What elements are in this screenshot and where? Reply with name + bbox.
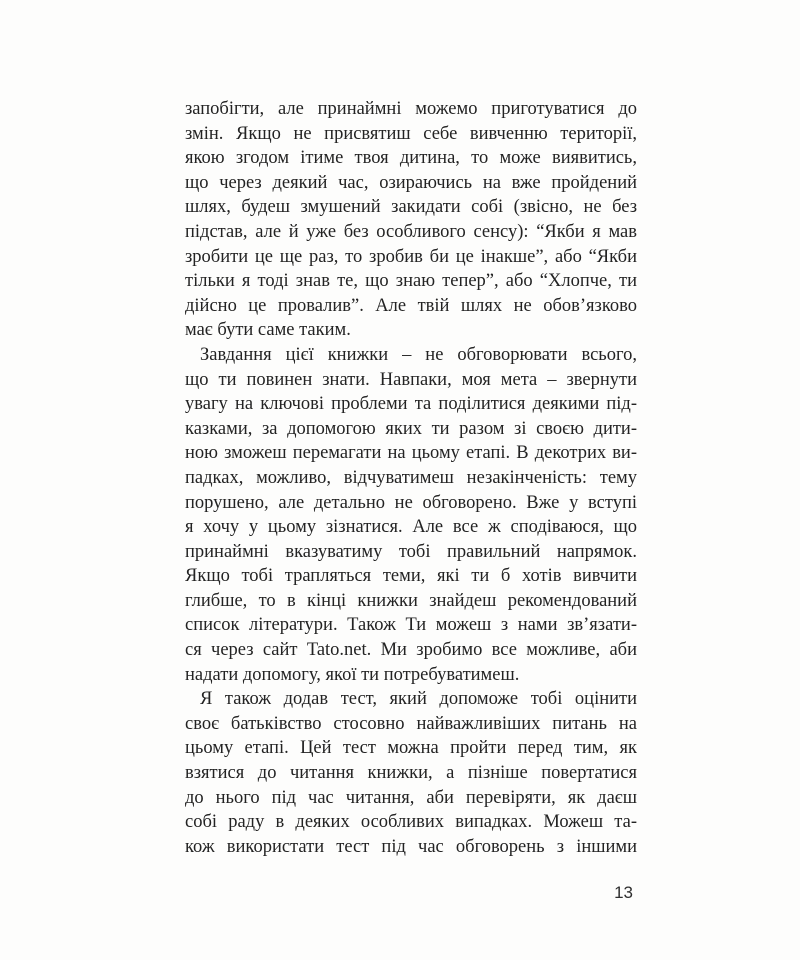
text-line: ною зможеш перемагати на цьому етапі. В декотрих ви- [185,443,637,464]
text-line: Завдання цієї книжки – не обговорювати всього, [200,344,637,365]
text-line: що ти повинен знати. Навпаки, моя мета – звернути [185,369,637,390]
text-line: шлях, будеш змушений закидати собі (звісно, не без [185,197,637,218]
text-line: підстав, але й уже без особливого сенсу): “Якби я мав [185,221,637,242]
text-line: має бути саме таким. [185,320,351,341]
text-line: собі раду в деяких особливих випадках. Можеш та- [185,812,637,833]
text-line: падках, можливо, відчуватимеш незакінченість: тему [185,467,637,488]
text-line: список літератури. Також Ти можеш з нами зв’язати- [185,615,637,636]
text-line: кож використати тест під час обговорень з іншими [185,836,637,857]
page-number: 13 [614,883,633,902]
body-text [185,97,637,859]
text-line: я хочу у цьому зізнатися. Але все ж сподіваюся, що [185,517,637,538]
text-line: дійсно це провалив”. Але твій шлях не обов’язково [185,295,637,316]
text-line: глибше, то в кінці книжки знайдеш рекомендований [185,590,637,611]
text-line: що через деякий час, озираючись на вже пройдений [185,172,637,193]
text-line: запобігти, але принаймні можемо приготуватися до [185,99,637,119]
text-line: зробити це ще раз, то зробив би це інакше”, або “Якби [185,246,637,267]
text-line: змін. Якщо не присвятиш себе вивченню території, [185,123,637,144]
text-line: порушено, але детально не обговорено. Вже у вступі [185,492,637,513]
text-line: своє батьківство стосовно найважливіших питань на [185,713,637,734]
text-line: увагу на ключові проблеми та поділитися деякими під- [185,394,637,415]
text-line: казками, за допомогою яких ти разом зі своєю дити- [185,418,637,439]
text-line: Якщо тобі трапляться теми, які ти б хотів вивчити [185,566,637,587]
text-line: принаймні вказуватиму тобі правильний напрямок. [185,541,637,562]
text-line: надати допомогу, якої ти потребуватимеш. [185,664,520,685]
text-line: ся через сайт Tato.net. Ми зробимо все можливе, аби [185,640,637,661]
text-line: до нього під час читання, аби перевіряти, як даєш [185,787,637,808]
text-line: тільки я тоді знав те, що знаю тепер”, або “Хлопче, ти [185,271,637,292]
text-line: якою згодом ітиме твоя дитина, то може виявитись, [185,148,637,169]
text-line: взятися до читання книжки, а пізніше повертатися [185,763,637,784]
text-line: цьому етапі. Цей тест можна пройти перед тим, як [185,738,637,759]
text-line: Я також додав тест, який допоможе тобі оцінити [200,689,637,710]
